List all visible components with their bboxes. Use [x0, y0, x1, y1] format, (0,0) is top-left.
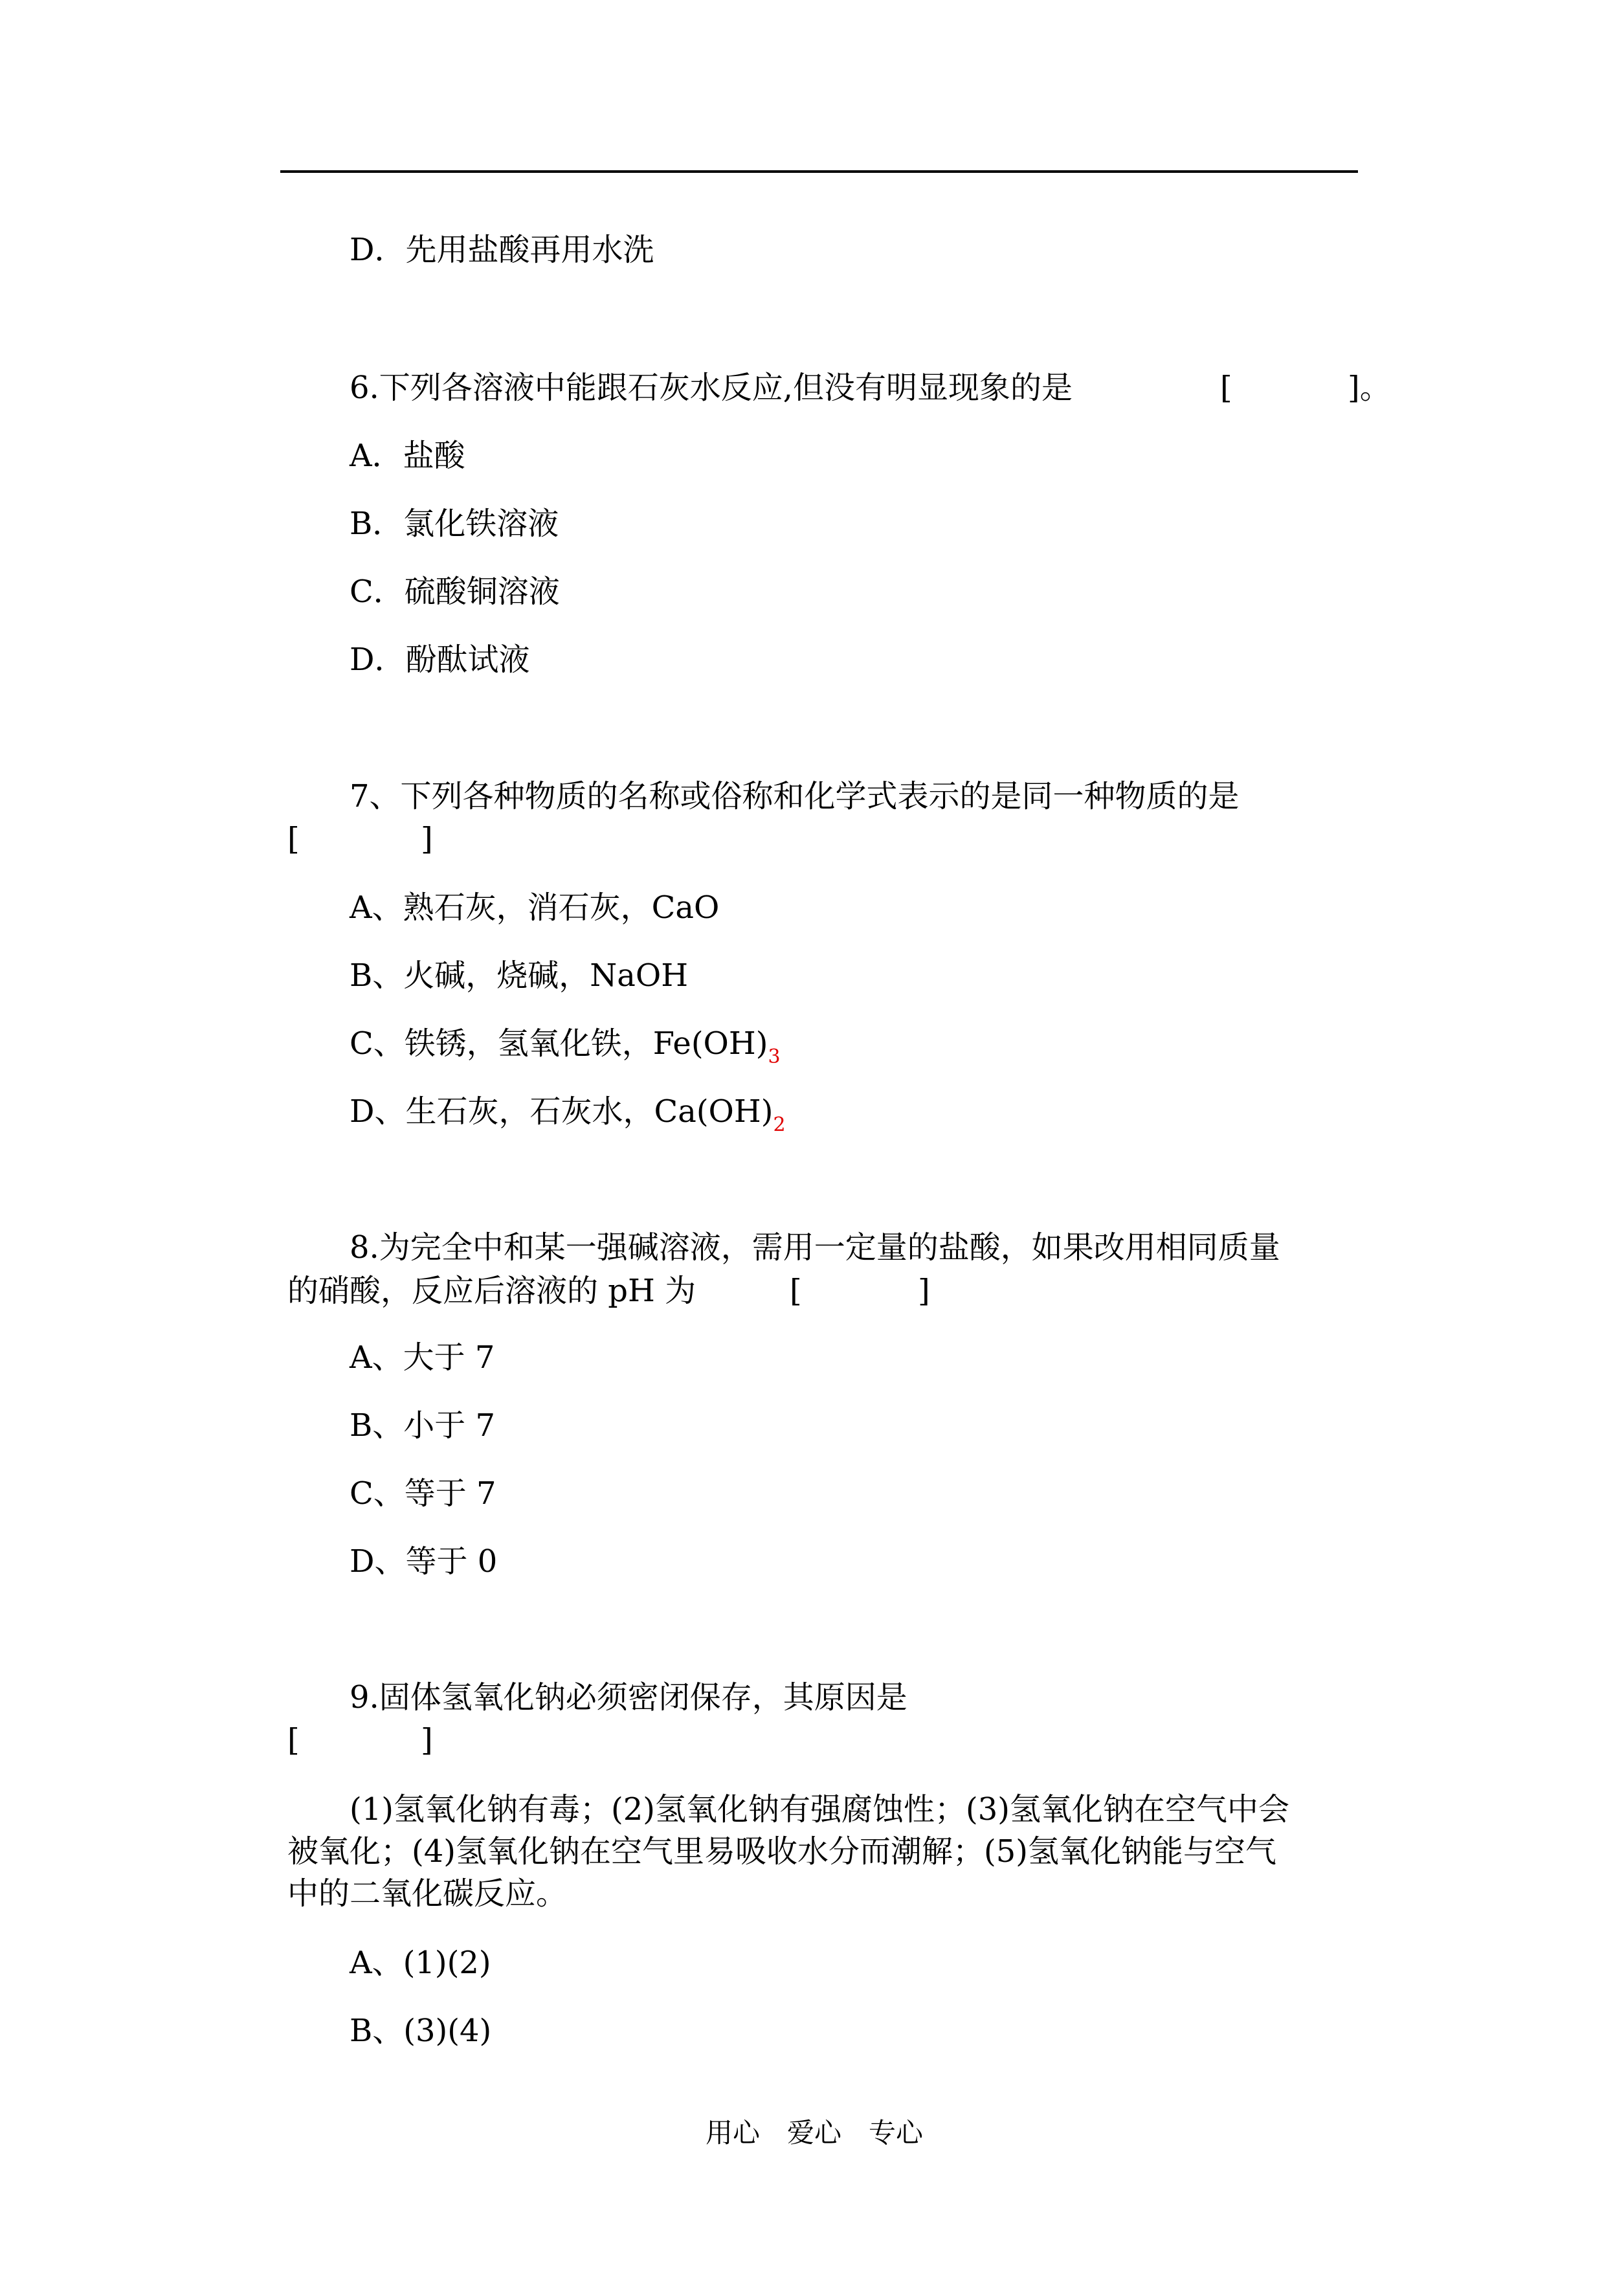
subscript: 3 [768, 1046, 781, 1068]
q7-option-c-text: C、铁锈，氢氧化铁，Fe(OH) [350, 1025, 768, 1062]
q8-bracket-open: [ [790, 1273, 802, 1309]
q8-option-a: A、大于 7 [350, 1339, 495, 1376]
q9-para-line3: 中的二氧化碳反应。 [287, 1875, 568, 1912]
q6-option-c: C．硫酸铜溶液 [350, 574, 560, 610]
q8-stem-line2: 的硝酸，反应后溶液的 pH 为 [287, 1273, 696, 1309]
q9-para-line2: 被氧化；(4)氢氧化钠在空气里易吸收水分而潮解；(5)氢氧化钠能与空气 [287, 1833, 1276, 1870]
q7-stem: 7、下列各种物质的名称或俗称和化学式表示的是同一种物质的是 [350, 778, 1240, 814]
page-footer: 用心 爱心 专心 [706, 2117, 924, 2149]
q8-option-c: C、等于 7 [350, 1475, 496, 1512]
q7-option-d-text: D、生石灰，石灰水，Ca(OH) [350, 1093, 773, 1130]
q7-option-d [350, 1093, 786, 1136]
q9-para-line1: (1)氢氧化钠有毒；(2)氢氧化钠有强腐蚀性；(3)氢氧化钠在空气中会 [350, 1791, 1289, 1828]
q6-stem: 6.下列各溶液中能跟石灰水反应,但没有明显现象的是 [350, 370, 1073, 406]
q8-stem-line1: 8.为完全中和某一强碱溶液，需用一定量的盐酸，如果改用相同质量 [350, 1229, 1280, 1266]
q6-bracket-open: [ [1220, 370, 1232, 406]
q6-bracket-close: ]。 [1348, 370, 1391, 406]
q7-bracket-close: ] [421, 821, 433, 857]
q6-option-a: A．盐酸 [350, 438, 465, 474]
q6-option-b: B．氯化铁溶液 [350, 506, 559, 542]
q8-option-b: B、小于 7 [350, 1407, 496, 1444]
q9-bracket-open: [ [287, 1722, 300, 1758]
q7-option-c [350, 1025, 781, 1068]
q9-option-a: A、(1)(2) [350, 1945, 491, 1981]
header-rule [280, 170, 1358, 173]
q5-option-d: D．先用盐酸再用水洗 [350, 232, 654, 268]
q9-option-b: B、(3)(4) [350, 2013, 492, 2049]
q9-stem: 9.固体氢氧化钠必须密闭保存，其原因是 [350, 1679, 907, 1716]
q7-option-b: B、火碱，烧碱，NaOH [350, 957, 689, 994]
q6-option-d: D．酚酞试液 [350, 642, 530, 678]
q9-bracket-close: ] [421, 1722, 433, 1758]
q8-bracket-close: ] [918, 1273, 930, 1309]
subscript: 2 [773, 1113, 786, 1136]
q8-option-d: D、等于 0 [350, 1543, 498, 1580]
q7-option-a: A、熟石灰，消石灰，CaO [350, 889, 720, 926]
q7-bracket-open: [ [287, 821, 300, 857]
